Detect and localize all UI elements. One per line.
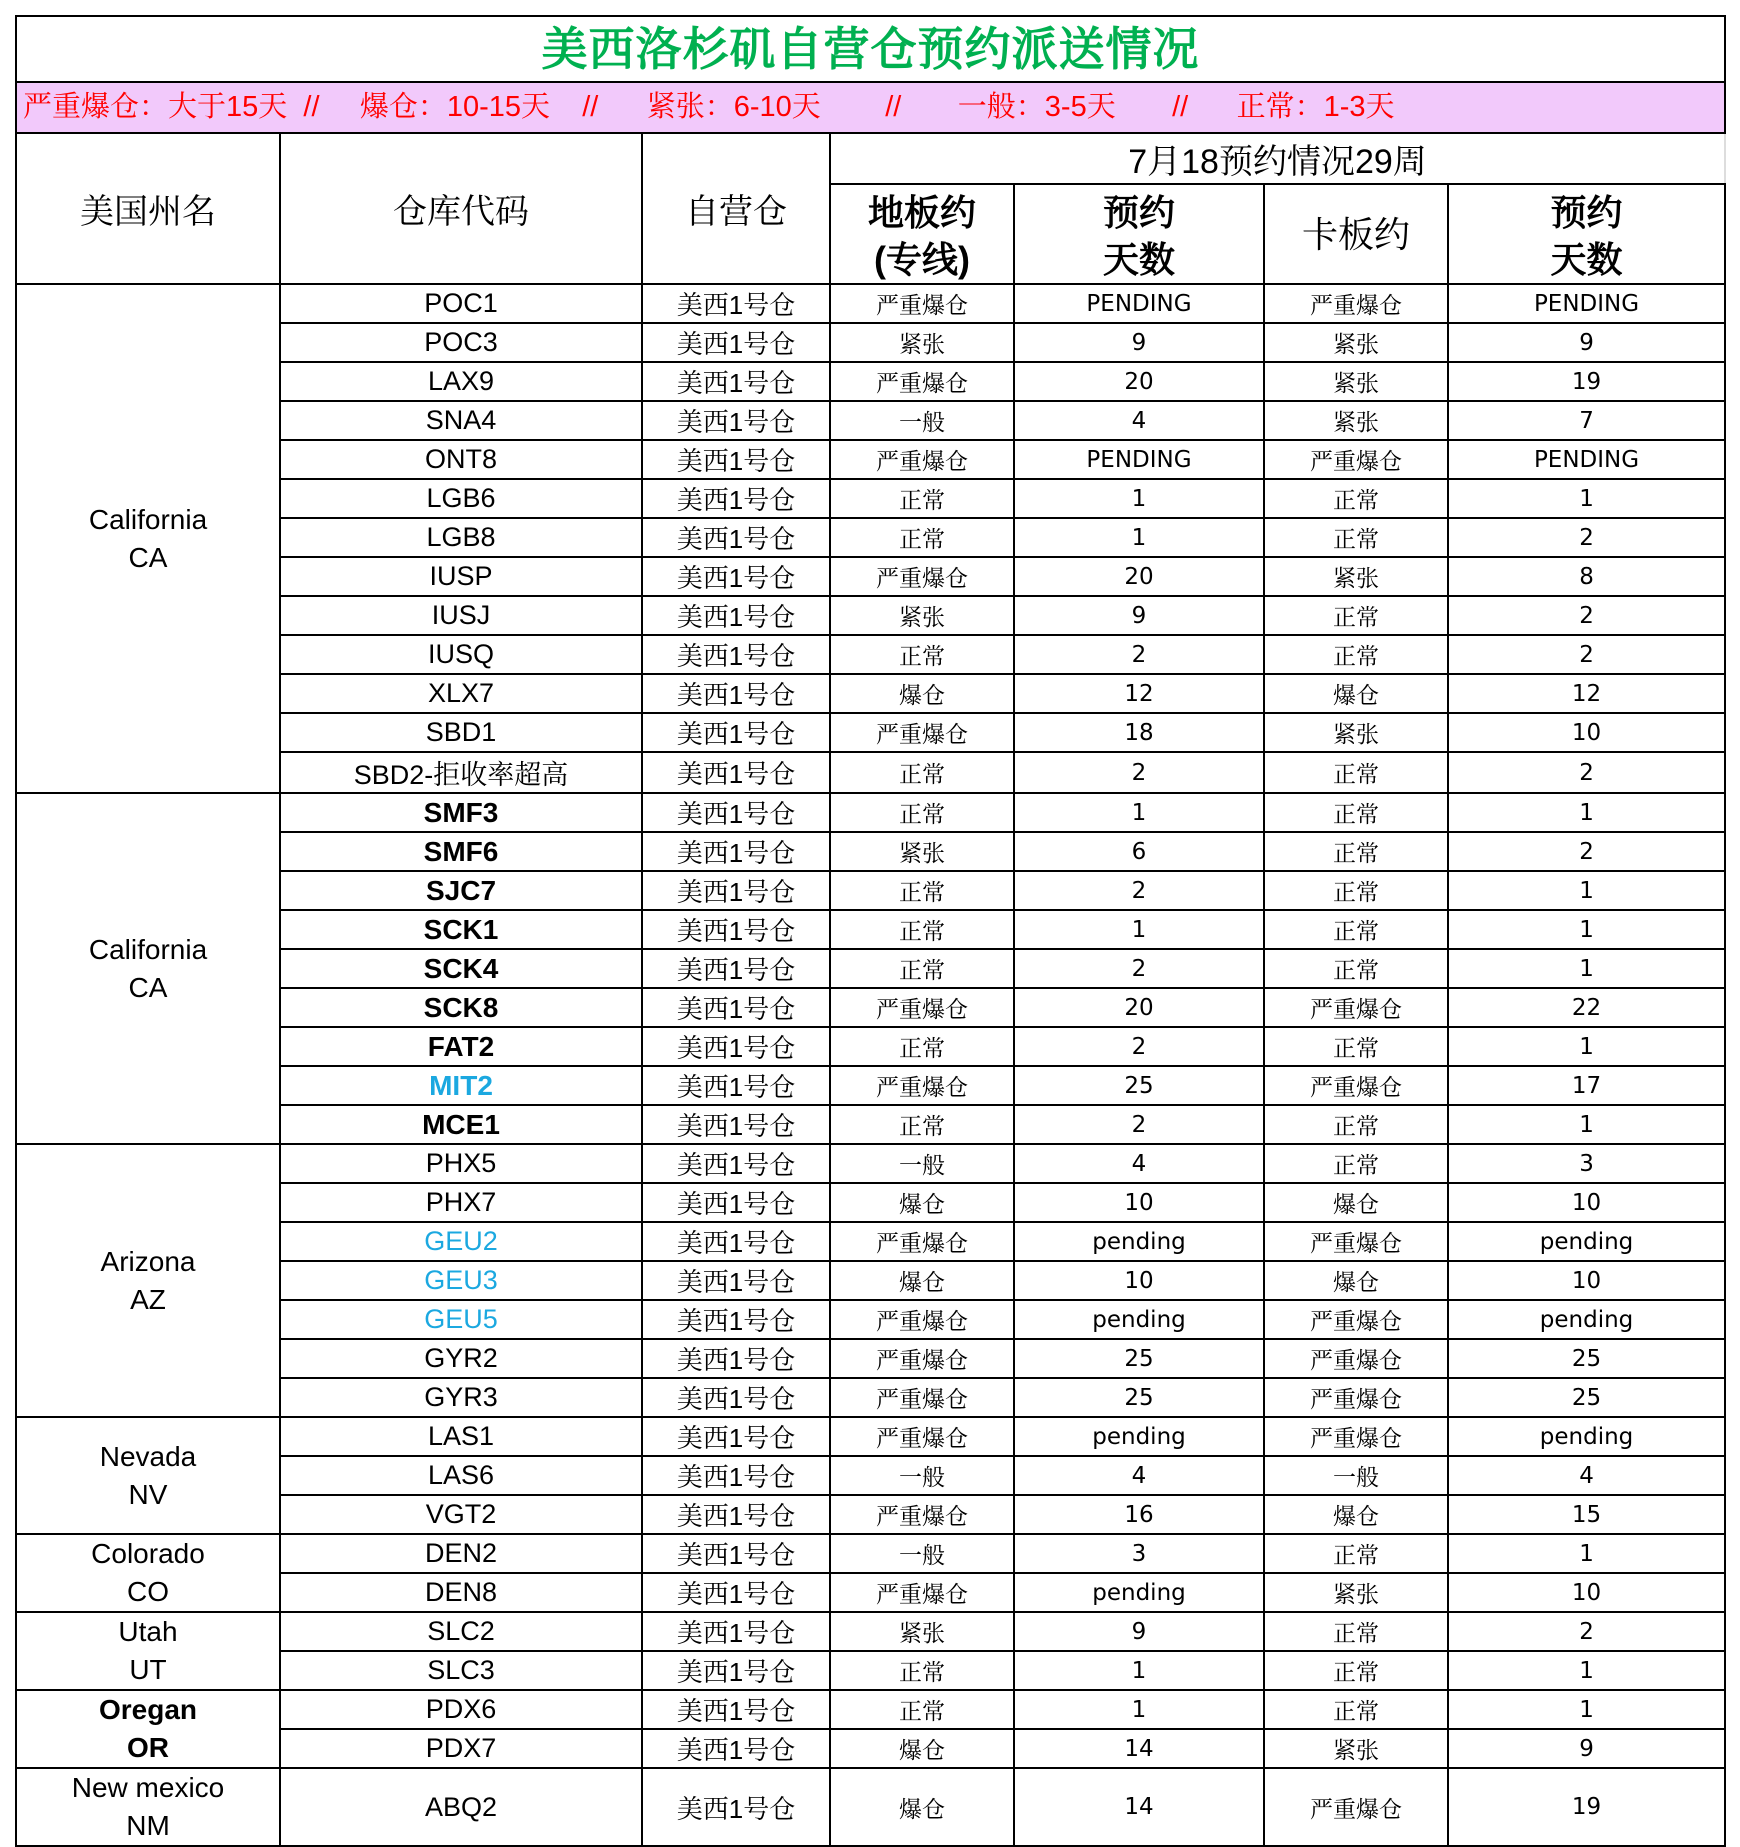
pallet-status-cell: 严重爆仓 bbox=[1264, 1768, 1448, 1846]
pallet-days-cell: 2 bbox=[1448, 752, 1725, 793]
warehouse-code-cell: LGB6 bbox=[280, 479, 642, 518]
pallet-status-cell: 爆仓 bbox=[1264, 1183, 1448, 1222]
pallet-days-cell: 25 bbox=[1448, 1339, 1725, 1378]
warehouse-cell: 美西1号仓 bbox=[642, 1768, 830, 1846]
pallet-status-cell: 正常 bbox=[1264, 635, 1448, 674]
warehouse-cell: 美西1号仓 bbox=[642, 1261, 830, 1300]
state-abbr: CO bbox=[127, 1576, 169, 1607]
state-cell bbox=[16, 1768, 280, 1846]
appointment-table bbox=[15, 15, 1726, 1847]
pallet-status-cell: 正常 bbox=[1264, 1534, 1448, 1573]
pallet-days-cell: 15 bbox=[1448, 1495, 1725, 1534]
warehouse-code-cell: POC1 bbox=[280, 284, 642, 323]
pallet-status-cell: 正常 bbox=[1264, 910, 1448, 949]
warehouse-code-cell: PDX7 bbox=[280, 1729, 642, 1768]
pallet-status-cell: 严重爆仓 bbox=[1264, 1066, 1448, 1105]
state-name: New mexico bbox=[71, 1772, 225, 1803]
warehouse-cell: 美西1号仓 bbox=[642, 557, 830, 596]
floor-days-cell: 1 bbox=[1014, 793, 1264, 832]
pallet-days-cell: 25 bbox=[1448, 1378, 1725, 1417]
warehouse-code-cell: GYR2 bbox=[280, 1339, 642, 1378]
pallet-days-cell: 1 bbox=[1448, 871, 1725, 910]
pallet-days-cell: 2 bbox=[1448, 635, 1725, 674]
pallet-status-cell: 正常 bbox=[1264, 518, 1448, 557]
floor-days-cell: 9 bbox=[1014, 323, 1264, 362]
warehouse-cell: 美西1号仓 bbox=[642, 284, 830, 323]
warehouse-code-cell: XLX7 bbox=[280, 674, 642, 713]
floor-status-cell: 正常 bbox=[830, 518, 1014, 557]
warehouse-code-cell: LAS1 bbox=[280, 1417, 642, 1456]
warehouse-code-cell: SBD1 bbox=[280, 713, 642, 752]
warehouse-code-cell: DEN2 bbox=[280, 1534, 642, 1573]
floor-status-cell: 严重爆仓 bbox=[830, 1378, 1014, 1417]
pallet-status-cell: 紧张 bbox=[1264, 401, 1448, 440]
state-cell bbox=[16, 1534, 280, 1612]
pallet-status-cell: 紧张 bbox=[1264, 1573, 1448, 1612]
warehouse-code-cell: ONT8 bbox=[280, 440, 642, 479]
state-abbr: OR bbox=[127, 1732, 169, 1763]
floor-days-cell: 10 bbox=[1014, 1183, 1264, 1222]
floor-status-cell: 一般 bbox=[830, 1144, 1014, 1183]
floor-days-cell: 2 bbox=[1014, 871, 1264, 910]
floor-status-cell: 爆仓 bbox=[830, 1729, 1014, 1768]
warehouse-cell: 美西1号仓 bbox=[642, 832, 830, 871]
pallet-status-cell: 紧张 bbox=[1264, 713, 1448, 752]
floor-status-cell: 严重爆仓 bbox=[830, 284, 1014, 323]
pallet-status-cell: 正常 bbox=[1264, 1105, 1448, 1144]
pallet-days-cell: 2 bbox=[1448, 518, 1725, 557]
floor-days-cell: 3 bbox=[1014, 1534, 1264, 1573]
warehouse-cell: 美西1号仓 bbox=[642, 1378, 830, 1417]
state-cell bbox=[16, 1144, 280, 1417]
floor-status-cell: 正常 bbox=[830, 949, 1014, 988]
floor-status-cell: 严重爆仓 bbox=[830, 1417, 1014, 1456]
warehouse-cell: 美西1号仓 bbox=[642, 362, 830, 401]
warehouse-code-cell: MIT2 bbox=[280, 1066, 642, 1105]
warehouse-code-cell: IUSJ bbox=[280, 596, 642, 635]
header-code: 仓库代码 bbox=[280, 133, 642, 284]
pallet-status-cell: 严重爆仓 bbox=[1264, 1222, 1448, 1261]
floor-days-cell: 1 bbox=[1014, 518, 1264, 557]
floor-status-cell: 严重爆仓 bbox=[830, 1339, 1014, 1378]
pallet-days-cell: 19 bbox=[1448, 362, 1725, 401]
pallet-status-cell: 严重爆仓 bbox=[1264, 1378, 1448, 1417]
pallet-days-cell: 10 bbox=[1448, 1183, 1725, 1222]
floor-status-cell: 正常 bbox=[830, 479, 1014, 518]
floor-status-cell: 严重爆仓 bbox=[830, 1066, 1014, 1105]
warehouse-code-cell: IUSQ bbox=[280, 635, 642, 674]
pallet-days-cell: pending bbox=[1448, 1417, 1725, 1456]
pallet-days-cell: 22 bbox=[1448, 988, 1725, 1027]
header-date-group: 7月18预约情况29周 bbox=[830, 133, 1725, 184]
pallet-status-cell: 正常 bbox=[1264, 752, 1448, 793]
warehouse-code-cell: IUSP bbox=[280, 557, 642, 596]
state-abbr: CA bbox=[128, 541, 168, 573]
state-cell bbox=[16, 284, 280, 793]
state-cell bbox=[16, 1612, 280, 1690]
floor-days-cell: 16 bbox=[1014, 1495, 1264, 1534]
warehouse-cell: 美西1号仓 bbox=[642, 440, 830, 479]
pallet-status-cell: 正常 bbox=[1264, 596, 1448, 635]
warehouse-cell: 美西1号仓 bbox=[642, 479, 830, 518]
pallet-days-cell: pending bbox=[1448, 1300, 1725, 1339]
warehouse-code-cell: GEU5 bbox=[280, 1300, 642, 1339]
pallet-days-cell: PENDING bbox=[1448, 284, 1725, 323]
pallet-days-cell: 1 bbox=[1448, 910, 1725, 949]
floor-status-cell: 爆仓 bbox=[830, 1768, 1014, 1846]
pallet-status-cell: 正常 bbox=[1264, 1651, 1448, 1690]
floor-days-cell: 4 bbox=[1014, 1144, 1264, 1183]
floor-status-cell: 正常 bbox=[830, 871, 1014, 910]
floor-days-cell: 1 bbox=[1014, 910, 1264, 949]
warehouse-code-cell: MCE1 bbox=[280, 1105, 642, 1144]
warehouse-cell: 美西1号仓 bbox=[642, 401, 830, 440]
warehouse-code-cell: SBD2-拒收率超高 bbox=[280, 752, 642, 793]
pallet-days-cell: 9 bbox=[1448, 323, 1725, 362]
floor-status-cell: 紧张 bbox=[830, 596, 1014, 635]
state-abbr: CA bbox=[128, 971, 168, 1003]
floor-days-cell: PENDING bbox=[1014, 440, 1264, 479]
header-warehouse: 自营仓 bbox=[642, 133, 830, 284]
floor-status-cell: 紧张 bbox=[830, 323, 1014, 362]
pallet-days-cell: 8 bbox=[1448, 557, 1725, 596]
header-pallet: 卡板约 bbox=[1264, 184, 1448, 284]
warehouse-code-cell: VGT2 bbox=[280, 1495, 642, 1534]
warehouse-cell: 美西1号仓 bbox=[642, 1144, 830, 1183]
table-row bbox=[16, 284, 1725, 323]
warehouse-code-cell: POC3 bbox=[280, 323, 642, 362]
table-row bbox=[16, 1690, 1725, 1729]
state-name: Nevada bbox=[99, 1440, 197, 1472]
pallet-status-cell: 正常 bbox=[1264, 479, 1448, 518]
floor-days-cell: 2 bbox=[1014, 1105, 1264, 1144]
floor-status-cell: 爆仓 bbox=[830, 1183, 1014, 1222]
warehouse-cell: 美西1号仓 bbox=[642, 1651, 830, 1690]
floor-status-cell: 严重爆仓 bbox=[830, 440, 1014, 479]
floor-days-cell: 14 bbox=[1014, 1768, 1264, 1846]
pallet-status-cell: 正常 bbox=[1264, 1027, 1448, 1066]
pallet-days-cell: 3 bbox=[1448, 1144, 1725, 1183]
warehouse-code-cell: GYR3 bbox=[280, 1378, 642, 1417]
floor-status-cell: 正常 bbox=[830, 635, 1014, 674]
floor-status-cell: 紧张 bbox=[830, 1612, 1014, 1651]
warehouse-code-cell: PDX6 bbox=[280, 1690, 642, 1729]
floor-status-cell: 紧张 bbox=[830, 832, 1014, 871]
table-row bbox=[16, 1768, 1725, 1846]
warehouse-code-cell: SCK8 bbox=[280, 988, 642, 1027]
pallet-status-cell: 正常 bbox=[1264, 949, 1448, 988]
warehouse-code-cell: DEN8 bbox=[280, 1573, 642, 1612]
table-row bbox=[16, 793, 1725, 832]
floor-status-cell: 严重爆仓 bbox=[830, 557, 1014, 596]
warehouse-cell: 美西1号仓 bbox=[642, 1183, 830, 1222]
table-row bbox=[16, 1144, 1725, 1183]
pallet-days-cell: 2 bbox=[1448, 832, 1725, 871]
warehouse-code-cell: FAT2 bbox=[280, 1027, 642, 1066]
pallet-days-cell: 10 bbox=[1448, 713, 1725, 752]
pallet-days-cell: 1 bbox=[1448, 1105, 1725, 1144]
floor-days-cell: 4 bbox=[1014, 401, 1264, 440]
pallet-status-cell: 正常 bbox=[1264, 832, 1448, 871]
warehouse-cell: 美西1号仓 bbox=[642, 323, 830, 362]
floor-days-cell: pending bbox=[1014, 1573, 1264, 1612]
warehouse-code-cell: PHX5 bbox=[280, 1144, 642, 1183]
floor-status-cell: 严重爆仓 bbox=[830, 713, 1014, 752]
floor-days-cell: 6 bbox=[1014, 832, 1264, 871]
warehouse-cell: 美西1号仓 bbox=[642, 674, 830, 713]
pallet-status-cell: 紧张 bbox=[1264, 362, 1448, 401]
warehouse-code-cell: SJC7 bbox=[280, 871, 642, 910]
pallet-days-cell: 1 bbox=[1448, 479, 1725, 518]
pallet-days-cell: 7 bbox=[1448, 401, 1725, 440]
header-state: 美国州名 bbox=[16, 133, 280, 284]
warehouse-cell: 美西1号仓 bbox=[642, 1105, 830, 1144]
floor-days-cell: 18 bbox=[1014, 713, 1264, 752]
pallet-days-cell: 4 bbox=[1448, 1456, 1725, 1495]
pallet-days-cell: 1 bbox=[1448, 1534, 1725, 1573]
floor-status-cell: 正常 bbox=[830, 1027, 1014, 1066]
warehouse-cell: 美西1号仓 bbox=[642, 1534, 830, 1573]
pallet-status-cell: 严重爆仓 bbox=[1264, 988, 1448, 1027]
legend-normal: 正常：1-3天 bbox=[1236, 91, 1395, 123]
state-abbr: NM bbox=[126, 1810, 170, 1841]
floor-status-cell: 严重爆仓 bbox=[830, 988, 1014, 1027]
floor-days-cell: pending bbox=[1014, 1417, 1264, 1456]
sheet-title: 美西洛杉矶自营仓预约派送情况 bbox=[16, 16, 1725, 82]
floor-status-cell: 正常 bbox=[830, 1651, 1014, 1690]
warehouse-cell: 美西1号仓 bbox=[642, 518, 830, 557]
floor-days-cell: 10 bbox=[1014, 1261, 1264, 1300]
floor-days-cell: 25 bbox=[1014, 1378, 1264, 1417]
floor-status-cell: 正常 bbox=[830, 1105, 1014, 1144]
state-name: Colorado bbox=[91, 1538, 205, 1569]
state-abbr: UT bbox=[129, 1654, 167, 1685]
table-row bbox=[16, 1417, 1725, 1456]
warehouse-code-cell: SCK1 bbox=[280, 910, 642, 949]
warehouse-code-cell: GEU2 bbox=[280, 1222, 642, 1261]
warehouse-cell: 美西1号仓 bbox=[642, 1300, 830, 1339]
floor-status-cell: 严重爆仓 bbox=[830, 1495, 1014, 1534]
warehouse-code-cell: SMF6 bbox=[280, 832, 642, 871]
warehouse-cell: 美西1号仓 bbox=[642, 910, 830, 949]
state-name: Oregan bbox=[98, 1694, 198, 1725]
warehouse-cell: 美西1号仓 bbox=[642, 988, 830, 1027]
state-name: Arizona bbox=[100, 1245, 196, 1277]
pallet-days-cell: 2 bbox=[1448, 1612, 1725, 1651]
warehouse-cell: 美西1号仓 bbox=[642, 1573, 830, 1612]
floor-days-cell: 20 bbox=[1014, 557, 1264, 596]
floor-days-cell: 1 bbox=[1014, 1690, 1264, 1729]
floor-status-cell: 爆仓 bbox=[830, 1261, 1014, 1300]
floor-status-cell: 正常 bbox=[830, 910, 1014, 949]
floor-days-cell: 20 bbox=[1014, 988, 1264, 1027]
pallet-status-cell: 严重爆仓 bbox=[1264, 1417, 1448, 1456]
floor-status-cell: 严重爆仓 bbox=[830, 1573, 1014, 1612]
spreadsheet bbox=[15, 15, 1724, 1847]
pallet-status-cell: 正常 bbox=[1264, 1690, 1448, 1729]
floor-days-cell: 1 bbox=[1014, 479, 1264, 518]
warehouse-code-cell: PHX7 bbox=[280, 1183, 642, 1222]
floor-days-cell: pending bbox=[1014, 1300, 1264, 1339]
warehouse-cell: 美西1号仓 bbox=[642, 871, 830, 910]
state-cell bbox=[16, 1417, 280, 1534]
floor-status-cell: 严重爆仓 bbox=[830, 1300, 1014, 1339]
warehouse-code-cell: SMF3 bbox=[280, 793, 642, 832]
warehouse-cell: 美西1号仓 bbox=[642, 949, 830, 988]
floor-status-cell: 严重爆仓 bbox=[830, 362, 1014, 401]
pallet-status-cell: 严重爆仓 bbox=[1264, 1300, 1448, 1339]
state-abbr: NV bbox=[128, 1478, 168, 1510]
pallet-status-cell: 正常 bbox=[1264, 1612, 1448, 1651]
floor-days-cell: 14 bbox=[1014, 1729, 1264, 1768]
floor-days-cell: 9 bbox=[1014, 596, 1264, 635]
floor-days-cell: 4 bbox=[1014, 1456, 1264, 1495]
floor-status-cell: 一般 bbox=[830, 1534, 1014, 1573]
pallet-days-cell: 9 bbox=[1448, 1729, 1725, 1768]
warehouse-cell: 美西1号仓 bbox=[642, 793, 830, 832]
warehouse-cell: 美西1号仓 bbox=[642, 596, 830, 635]
legend-overload: 爆仓：10-15天 bbox=[359, 91, 551, 123]
pallet-days-cell: 10 bbox=[1448, 1261, 1725, 1300]
floor-status-cell: 正常 bbox=[830, 1690, 1014, 1729]
table-row bbox=[16, 1534, 1725, 1573]
pallet-days-cell: 19 bbox=[1448, 1768, 1725, 1846]
warehouse-cell: 美西1号仓 bbox=[642, 1612, 830, 1651]
warehouse-code-cell: ABQ2 bbox=[280, 1768, 642, 1846]
warehouse-code-cell: SCK4 bbox=[280, 949, 642, 988]
pallet-status-cell: 严重爆仓 bbox=[1264, 284, 1448, 323]
pallet-days-cell: 17 bbox=[1448, 1066, 1725, 1105]
pallet-status-cell: 爆仓 bbox=[1264, 1495, 1448, 1534]
pallet-status-cell: 爆仓 bbox=[1264, 674, 1448, 713]
warehouse-code-cell: SLC2 bbox=[280, 1612, 642, 1651]
floor-days-cell: pending bbox=[1014, 1222, 1264, 1261]
floor-status-cell: 爆仓 bbox=[830, 674, 1014, 713]
warehouse-cell: 美西1号仓 bbox=[642, 752, 830, 793]
floor-status-cell: 一般 bbox=[830, 401, 1014, 440]
floor-days-cell: PENDING bbox=[1014, 284, 1264, 323]
floor-days-cell: 25 bbox=[1014, 1339, 1264, 1378]
warehouse-code-cell: GEU3 bbox=[280, 1261, 642, 1300]
warehouse-cell: 美西1号仓 bbox=[642, 1222, 830, 1261]
legend-tight: 紧张：6-10天 bbox=[646, 91, 821, 123]
pallet-days-cell: 1 bbox=[1448, 1027, 1725, 1066]
header-pallet-days: 预约 天数 bbox=[1448, 184, 1725, 284]
table-row bbox=[16, 1612, 1725, 1651]
pallet-status-cell: 正常 bbox=[1264, 871, 1448, 910]
state-name: California bbox=[88, 933, 208, 965]
pallet-status-cell: 紧张 bbox=[1264, 1729, 1448, 1768]
warehouse-code-cell: LGB8 bbox=[280, 518, 642, 557]
floor-days-cell: 2 bbox=[1014, 635, 1264, 674]
warehouse-cell: 美西1号仓 bbox=[642, 1690, 830, 1729]
floor-status-cell: 严重爆仓 bbox=[830, 1222, 1014, 1261]
warehouse-cell: 美西1号仓 bbox=[642, 1027, 830, 1066]
state-cell bbox=[16, 793, 280, 1144]
floor-days-cell: 25 bbox=[1014, 1066, 1264, 1105]
floor-days-cell: 1 bbox=[1014, 1651, 1264, 1690]
warehouse-code-cell: LAX9 bbox=[280, 362, 642, 401]
header-floor-days: 预约 天数 bbox=[1014, 184, 1264, 284]
floor-days-cell: 12 bbox=[1014, 674, 1264, 713]
state-abbr: AZ bbox=[130, 1283, 166, 1315]
legend-severe: 严重爆仓：大于15天 bbox=[23, 91, 288, 123]
warehouse-code-cell: SNA4 bbox=[280, 401, 642, 440]
pallet-days-cell: 1 bbox=[1448, 1690, 1725, 1729]
warehouse-cell: 美西1号仓 bbox=[642, 1729, 830, 1768]
state-cell bbox=[16, 1690, 280, 1768]
warehouse-code-cell: SLC3 bbox=[280, 1651, 642, 1690]
pallet-status-cell: 紧张 bbox=[1264, 323, 1448, 362]
state-name: Utah bbox=[118, 1616, 178, 1647]
floor-status-cell: 一般 bbox=[830, 1456, 1014, 1495]
pallet-status-cell: 严重爆仓 bbox=[1264, 440, 1448, 479]
pallet-status-cell: 爆仓 bbox=[1264, 1261, 1448, 1300]
warehouse-code-cell: LAS6 bbox=[280, 1456, 642, 1495]
pallet-status-cell: 正常 bbox=[1264, 793, 1448, 832]
floor-days-cell: 2 bbox=[1014, 949, 1264, 988]
warehouse-cell: 美西1号仓 bbox=[642, 635, 830, 674]
floor-days-cell: 20 bbox=[1014, 362, 1264, 401]
warehouse-cell: 美西1号仓 bbox=[642, 1417, 830, 1456]
floor-days-cell: 2 bbox=[1014, 1027, 1264, 1066]
pallet-days-cell: 2 bbox=[1448, 596, 1725, 635]
pallet-days-cell: PENDING bbox=[1448, 440, 1725, 479]
pallet-status-cell: 正常 bbox=[1264, 1144, 1448, 1183]
state-name: California bbox=[88, 503, 208, 535]
pallet-status-cell: 紧张 bbox=[1264, 557, 1448, 596]
pallet-status-cell: 一般 bbox=[1264, 1456, 1448, 1495]
warehouse-cell: 美西1号仓 bbox=[642, 1456, 830, 1495]
warehouse-cell: 美西1号仓 bbox=[642, 1495, 830, 1534]
floor-days-cell: 2 bbox=[1014, 752, 1264, 793]
pallet-days-cell: 12 bbox=[1448, 674, 1725, 713]
pallet-days-cell: pending bbox=[1448, 1222, 1725, 1261]
legend-normal-load: 一般：3-5天 bbox=[957, 91, 1116, 123]
status-legend: 严重爆仓：大于15天 // 爆仓：10-15天 // 紧张：6-10天 // 一般：3-5天 // 正常：1-3天 bbox=[16, 82, 1725, 133]
pallet-status-cell: 严重爆仓 bbox=[1264, 1339, 1448, 1378]
pallet-days-cell: 1 bbox=[1448, 949, 1725, 988]
header-floor: 地板约 (专线) bbox=[830, 184, 1014, 284]
warehouse-cell: 美西1号仓 bbox=[642, 713, 830, 752]
pallet-days-cell: 1 bbox=[1448, 1651, 1725, 1690]
floor-days-cell: 9 bbox=[1014, 1612, 1264, 1651]
warehouse-cell: 美西1号仓 bbox=[642, 1339, 830, 1378]
floor-status-cell: 正常 bbox=[830, 752, 1014, 793]
warehouse-cell: 美西1号仓 bbox=[642, 1066, 830, 1105]
pallet-days-cell: 1 bbox=[1448, 793, 1725, 832]
pallet-days-cell: 10 bbox=[1448, 1573, 1725, 1612]
floor-status-cell: 正常 bbox=[830, 793, 1014, 832]
